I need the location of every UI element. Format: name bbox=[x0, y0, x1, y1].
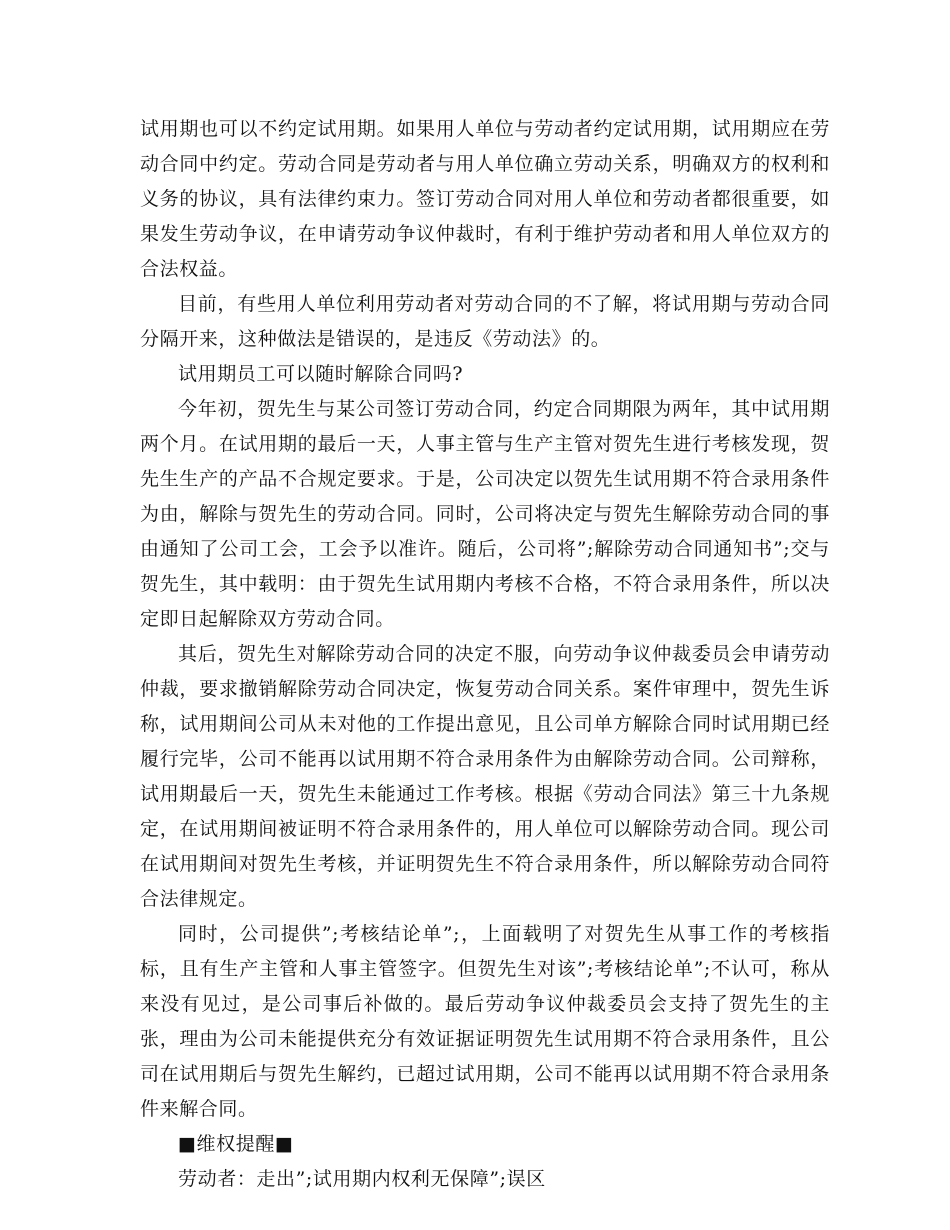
paragraph-current-practice: 目前，有些用人单位利用劳动者对劳动合同的不了解，将试用期与劳动合同分隔开来，这种做法是错误的，是违反《劳动法》的。 bbox=[140, 293, 830, 350]
section-heading-question: 试用期员工可以随时解除合同吗? bbox=[178, 363, 464, 385]
paragraph-trial-period-contract: 试用期也可以不约定试用期。如果用人单位与劳动者约定试用期，试用期应在劳动合同中约定。劳动合同是劳动者与用人单位确立劳动关系，明确双方的权利和义务的协议，具有法律约束力。签订劳动合同对用人单位和劳动者都很重要，如果发生劳动争议，在申请劳动争议仲裁时，有利于维护劳动者和用人单位双方的合法权益。 bbox=[140, 118, 830, 280]
section-heading-rights-reminder: ■维权提醒■ bbox=[178, 1133, 294, 1155]
paragraph-worker-myth: 劳动者：走出”;试用期内权利无保障”;误区 bbox=[178, 1168, 546, 1190]
paragraph-case-background: 今年初，贺先生与某公司签订劳动合同，约定合同期限为两年，其中试用期两个月。在试用期的最后一天，人事主管与生产主管对贺先生进行考核发现，贺先生生产的产品不合规定要求。于是，公司决定以贺先生试用期不符合录用条件为由，解除与贺先生的劳动合同。同时，公司将决定与贺先生解除劳动合同的事由通知了公司工会，工会予以准许。随后，公司将”;解除劳动合同通知书”;交与贺先生，其中载明：由于贺先生试用期内考核不合格，不符合录用条件，所以决定即日起解除双方劳动合同。 bbox=[140, 398, 830, 630]
paragraph-ruling: 同时，公司提供”;考核结论单”;，上面载明了对贺先生从事工作的考核指标，且有生产主管和人事主管签字。但贺先生对该”;考核结论单”;不认可，称从来没有见过，是公司事后补做的。最后劳动争议仲裁委员会支持了贺先生的主张，理由为公司未能提供充分有效证据证明贺先生试用期不符合录用条件，且公司在试用期后与贺先生解约，已超过试用期，公司不能再以试用期不符合录用条件来解合同。 bbox=[140, 923, 830, 1120]
paragraph-arbitration: 其后，贺先生对解除劳动合同的决定不服，向劳动争议仲裁委员会申请劳动仲裁，要求撤销解除劳动合同决定，恢复劳动合同关系。案件审理中，贺先生诉称，试用期间公司从未对他的工作提出意见，且公司单方解除合同时试用期已经履行完毕，公司不能再以试用期不符合录用条件为由解除劳动合同。公司辩称，试用期最后一天，贺先生未能通过工作考核。根据《劳动合同法》第三十九条规定，在试用期间被证明不符合录用条件的，用人单位可以解除劳动合同。现公司在试用期间对贺先生考核，并证明贺先生不符合录用条件，所以解除劳动合同符合法律规定。 bbox=[140, 643, 830, 910]
document-body bbox=[140, 112, 830, 1197]
